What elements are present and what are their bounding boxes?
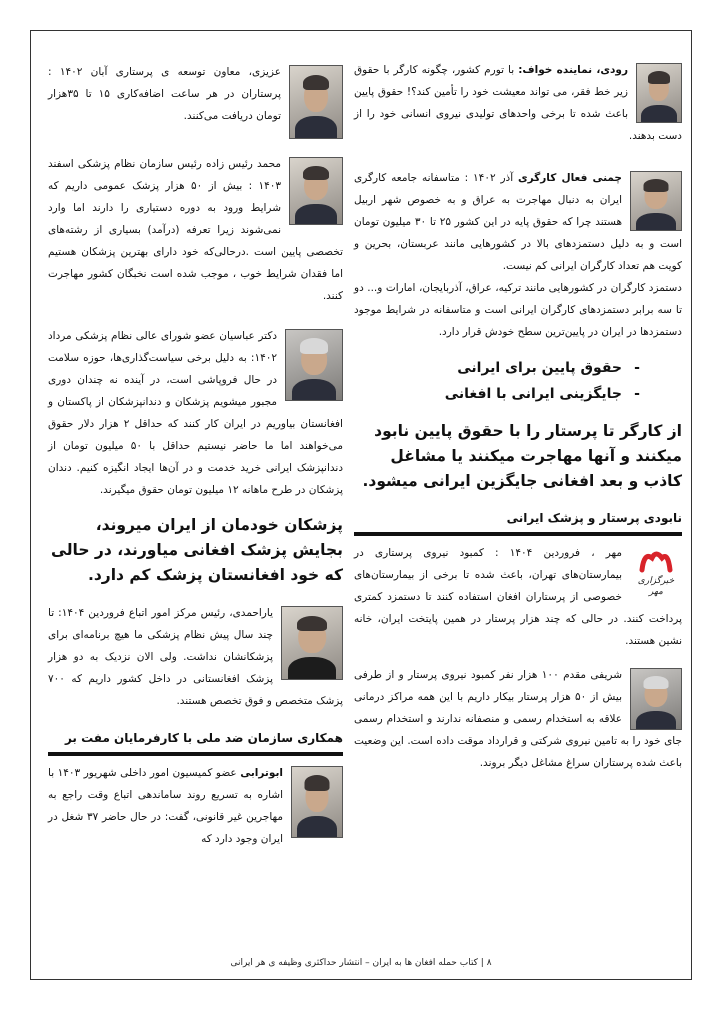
- section-rule: [48, 752, 343, 756]
- section-rule: [354, 532, 682, 536]
- mehr-text: مهر ، فروردین ۱۴۰۴ : کمبود نیروی پرستاری در بیمارستان‌های تهران، باعث شده تا برخی از بیمارستان‌های خصوصی از پرستاران افغان استفاده کنند تا دستمزد کمتری پرداخت کنند. در حالی که چند هزار پرستار در همین پایتخت ایران، خانه نشین هستند.: [354, 547, 682, 647]
- chamani-name: چمنی فعال کارگری: [517, 172, 622, 184]
- abbasian-block: [48, 325, 343, 501]
- chamani-block: [354, 167, 682, 343]
- rudi-name: رودی، نماینده خواف:: [518, 64, 628, 76]
- raeiszadeh-photo: [289, 157, 343, 225]
- cooperation-section-title: همکاری سازمان ضد ملی با کارفرمایان مفت بر: [64, 731, 343, 745]
- rudi-photo: [636, 63, 682, 123]
- sharifi-text: شریفی مقدم ۱۰۰ هزار نفر کمبود نیروی پرستار و از طرفی بیش از ۵۰ هزار پرستار بیکار داریم با این همه مراکز درمانی علاقه به استخدام رسمی و منصفانه ندارند و استخدام رسمی جای خود را به تامین نیروی شرکتی و قرارداد موقت داده است. این وضعیت باعث شده پرستاران سراغ مشاغل دیگر بروند.: [354, 669, 682, 769]
- abutorabi-text: عضو کمیسیون امور داخلی شهریور ۱۴۰۳ با اشاره به تسریع روند ساماندهی اتباع وقت راجع به مهاجرین غیر قانونی، گفت: در حال حاضر ۳۷ شغل در ایران وجود دارد که: [48, 767, 283, 845]
- sharifi-photo: [630, 668, 682, 730]
- yarahmadi-block: [48, 602, 343, 712]
- right-column: [354, 45, 682, 780]
- page-footer: ۸ | کتاب حمله افغان ها به ایران – انتشار حداکثری وظیفه ی هر ایرانی: [230, 958, 492, 968]
- azizi-photo: [289, 65, 343, 139]
- mehr-block: [354, 542, 682, 652]
- rudi-block: [354, 59, 682, 147]
- abutorabi-photo: [291, 766, 343, 838]
- left-headline: پزشکان خودمان از ایران میروند، بجایش پزشک افغانی میاورند، در حالی که خود افغانستان پزشک کم دارد.: [51, 516, 343, 584]
- mehr-logo-text: خبرگزاری مهر: [637, 576, 675, 597]
- rudi-text: با تورم کشور، چگونه کارگر با حقوق زیر خط فقر، می تواند معیشت خود را تأمین کند؟! حقوق پایین باعث شده تا برخی واحدهای تولیدی نیروی انسانی خود را از دست بدهند.: [354, 64, 682, 142]
- bullet-item: - جایگزینی ایرانی با افغانی: [354, 381, 652, 407]
- azizi-block: [48, 61, 343, 139]
- abutorabi-block: [48, 762, 343, 850]
- azizi-text: عزیزی، معاون توسعه ی پرستاری آبان ۱۴۰۲ : پرستاران در هر ساعت اضافه‌کاری ۱۵ تا ۳۵هزار تومان دریافت می‌کنند.: [48, 66, 282, 122]
- left-column: [48, 45, 343, 856]
- sharifi-block: [354, 664, 682, 774]
- abbasian-photo: [285, 329, 343, 401]
- yarahmadi-photo: [281, 606, 343, 680]
- mehr-logo: [630, 546, 682, 598]
- chamani-text: آذر ۱۴۰۲ : متاسفانه جامعه کارگری ایران به دنبال مهاجرت به عراق و به خصوص شهر اربیل هستند چرا که حقوق پایه در این کشور ۲۵ تا ۳۰ میلیون تومان است و به دلیل دستمزدهای بالا در کشورهایی مانند عربستان، بحرین و کویت هم تعداد کارگران ایرانی کم نیست.: [354, 172, 682, 272]
- nurse-section-title: نابودی پرستار و پزشک ایرانی: [506, 511, 682, 525]
- right-headline: از کارگر تا پرستار را با حقوق پایین نابود میکنند و آنها مهاجرت میکنند یا مشاغل کاذب و بعد افغانی جایگزین ایرانی میشود.: [362, 422, 682, 490]
- bullet-list: [354, 355, 682, 407]
- bullet-item: - حقوق پایین برای ایرانی: [354, 355, 652, 381]
- yarahmadi-text: یاراحمدی، رئیس مرکز امور اتباع فروردین ۱۴۰۴: تا چند سال پیش نظام پزشکی ما هیچ برنامه‌ای برای پزشکانشان نداشت. ولی الان نزدیک به دو هزار پزشک افغانستانی در داخل کشور داریم که ۷۰۰ پزشک متخصص و فوق تخصص هستند.: [48, 607, 343, 707]
- abutorabi-name: ابوترابی: [240, 767, 283, 779]
- raeiszadeh-text: محمد رئیس زاده رئیس سازمان نظام پزشکی اسفند ۱۴۰۳ : بیش از ۵۰ هزار پزشک عمومی داریم که شرایط ورود به دوره دستیاری را دارند اما وارد نمی‌شوند زیرا تعرفه (درآمد) بسیاری از رشته‌های تخصصی پایین است .درحالی‌که خود دارای بهترین پزشکان هستیم اما فقدان شرایط خوب ، موجب شده است نخبگان کشور مهاجرت کنند.: [48, 158, 343, 302]
- chamani-text-2: دستمزد کارگران در کشورهایی مانند ترکیه، عراق، آذربایجان، امارات و... دو تا سه برابر دستمزدهای کارگران ایرانی است و متاسفانه در شرایط موجود دستمزدها در ایران در پایین‌ترین سطح خودش قرار دارد.: [354, 282, 682, 338]
- abbasian-text: دکتر عباسیان عضو شورای عالی نظام پزشکی مرداد ۱۴۰۲: به دلیل برخی سیاست‌گذاری‌ها، حوزه سلامت در حال فروپاشی است، در آینده نه چندان دوری مجبور میشویم پزشکان و دندانپزشکان از پاکستان و افغانستان بیاوریم در ایران کار کنند که حداقل ۲ هزار دلار حقوق می‌خواهند اما ما حاضر نیستیم حداقل با ۵۰ میلیون تومان از دندانپزشک ایرانی خرید خدمت و در آن‌ها ایجاد انگیزه کنیم. دندان پزشکان در طرح ماهانه ۱۲ میلیون تومان حقوق میگیرند.: [48, 330, 343, 496]
- chamani-photo: [630, 171, 682, 231]
- mehr-logo-icon: [638, 548, 674, 574]
- raeiszadeh-block: [48, 153, 343, 307]
